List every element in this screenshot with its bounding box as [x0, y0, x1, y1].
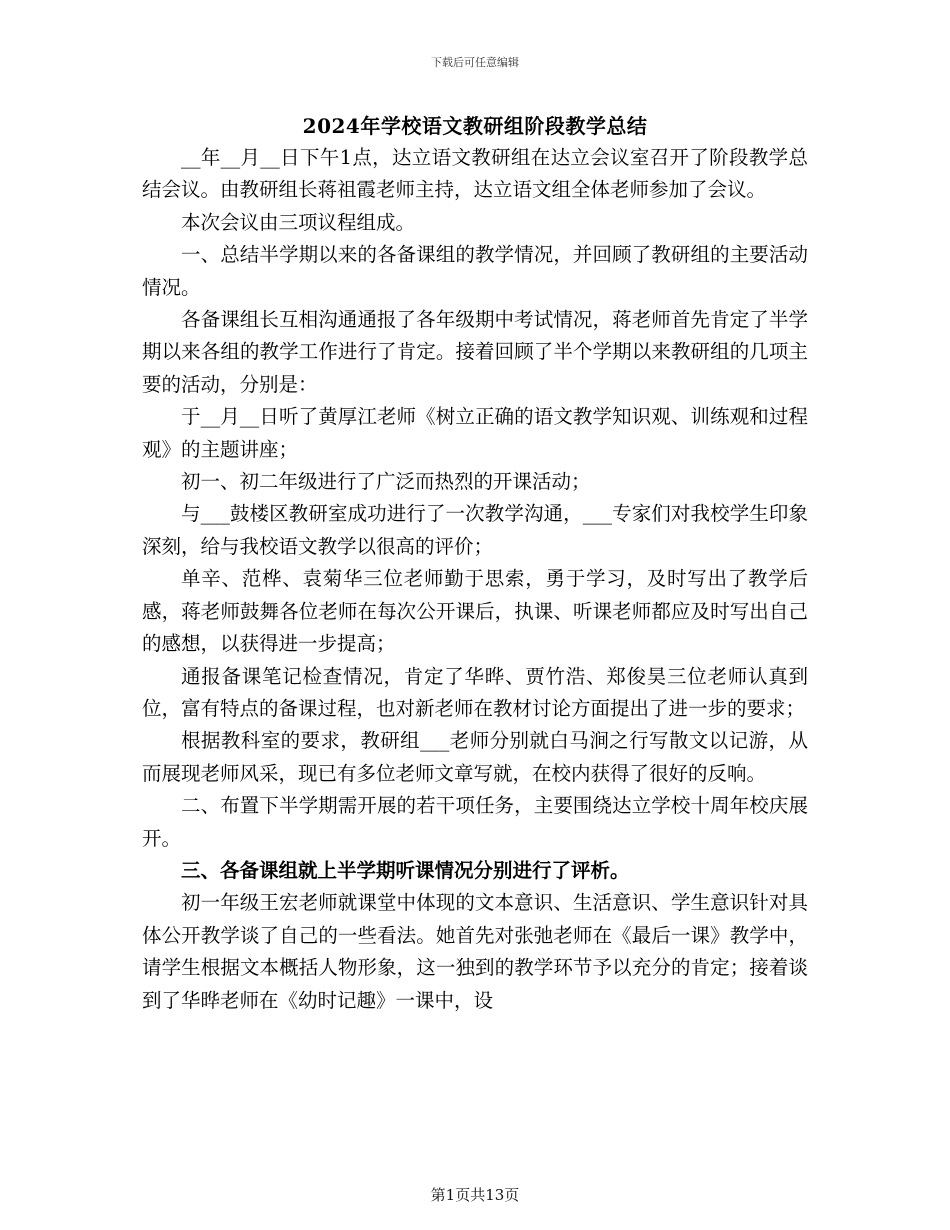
paragraph-agenda-overview: 本次会议由三项议程组成。 — [181, 210, 416, 234]
paragraph-meeting-intro: __年__月__日下午1点，达立语文教研组在达立会议室召开了阶段教学总结会议。由教研组长蒋祖霞老师主持，达立语文组全体老师参加了会议。 — [142, 146, 808, 202]
paragraph-activity-exchange: 与___鼓楼区教研室成功进行了一次教学沟通，___专家们对我校学生印象深刻，给与我校语文教学以很高的评价； — [142, 502, 808, 558]
paragraph-activity-reflection: 单辛、范桦、袁菊华三位老师勤于思索，勇于学习，及时写出了教学后感，蒋老师鼓舞各位老师在每次公开课后，执课、听课老师都应及时写出自己的感想，以获得进一步提高； — [142, 567, 808, 656]
paragraph-agenda-item-2: 二、布置下半学期需开展的若干项任务，主要围绕达立学校十周年校庆展开。 — [142, 794, 808, 850]
paragraph-agenda-item-1: 一、总结半学期以来的各备课组的教学情况，并回顾了教研组的主要活动情况。 — [142, 243, 808, 299]
document-title: 2024年学校语文教研组阶段教学总结 — [302, 114, 648, 138]
paragraph-review-summary: 各备课组长互相沟通通报了各年级期中考试情况，蒋老师首先肯定了半学期以来各组的教学工作进行了肯定。接着回顾了半个学期以来教研组的几项主要的活动，分别是： — [142, 308, 808, 396]
paragraph-activity-essays: 根据教科室的要求，教研组___老师分别就白马涧之行写散文以记游，从而展现老师风采，现已有多位老师文章写就，在校内获得了很好的反响。 — [142, 729, 808, 785]
paragraph-activity-lecture: 于__月__日听了黄厚江老师《树立正确的语文教学知识观、训练观和过程观》的主题讲座； — [142, 405, 808, 461]
page-number: 第1页共13页 — [430, 1186, 520, 1204]
document-body — [142, 142, 808, 1017]
paragraph-agenda-item-3: 三、各备课组就上半学期听课情况分别进行了评析。 — [181, 858, 630, 882]
paragraph-grade1-evaluation: 初一年级王宏老师就课堂中体现的文本意识、生活意识、学生意识针对具体公开教学谈了自己的一些看法。她首先对张弛老师在《最后一课》教学中，请学生根据文本概括人物形象，这一独到的教学环节予以充分的肯定；接着谈到了华晔老师在《幼时记趣》一课中，设 — [142, 891, 808, 1012]
page-header-note: 下载后可任意编辑 — [431, 56, 519, 69]
paragraph-activity-lesson-plans: 通报备课笔记检查情况，肯定了华晔、贾竹浩、郑俊昊三位老师认真到位，富有特点的备课过程，也对新老师在教材讨论方面提出了进一步的要求； — [142, 664, 808, 720]
paragraph-activity-open-class: 初一、初二年级进行了广泛而热烈的开课活动； — [181, 470, 591, 494]
